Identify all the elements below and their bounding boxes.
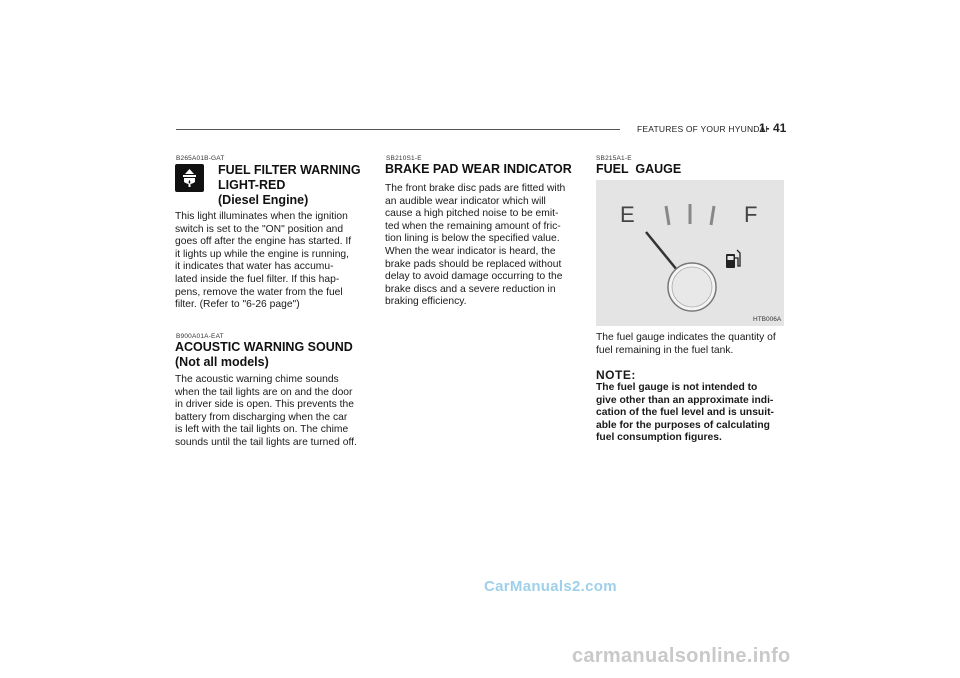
fuel-gauge-illustration — [596, 180, 784, 326]
watermark-link-top[interactable]: CarManuals2.com — [484, 578, 617, 595]
fuel-gauge-body — [596, 332, 786, 357]
body-line: goes off after the engine has started. If — [175, 236, 352, 248]
body-line: an audible wear indicator which will — [385, 195, 546, 207]
body-line: in driver side is open. This prevents the — [175, 399, 354, 411]
body-line: brake discs and a severe reduction in — [385, 283, 556, 295]
gauge-empty-label: E — [620, 202, 635, 227]
body-line: The acoustic warning chime sounds — [175, 374, 339, 385]
note-line: fuel consumption figures. — [596, 432, 722, 444]
body-line: it lights up while the engine is running, — [175, 248, 350, 260]
note-heading: NOTE: — [596, 368, 636, 382]
header-section-title: FEATURES OF YOUR HYUNDAI — [637, 124, 769, 134]
fuel-filter-title-line: (Diesel Engine) — [218, 193, 309, 207]
gauge-full-label: F — [744, 202, 758, 227]
gauge-tick — [666, 206, 669, 225]
fuel-gauge-section-code: SB215A1-E — [596, 155, 632, 162]
acoustic-section-code: B900A01A-EAT — [176, 333, 224, 340]
gauge-tick — [711, 206, 714, 225]
brake-section-code: SB210S1-E — [386, 155, 422, 162]
fuel-filter-title-line: LIGHT-RED — [218, 178, 286, 192]
body-line: braking efficiency. — [385, 296, 467, 308]
brake-body — [385, 183, 575, 309]
body-line: switch is set to the "ON" position and — [175, 223, 344, 235]
acoustic-title — [175, 340, 353, 370]
body-line: tion lining is below the specified value. — [385, 233, 560, 245]
body-line: delay to avoid damage occurring to the — [385, 271, 563, 283]
body-line: When the wear indicator is heard, the — [385, 245, 556, 257]
note-line: cation of the fuel level and is unsuit- — [596, 407, 774, 419]
body-line: battery from discharging when the car — [175, 411, 348, 423]
body-line: cause a high pitched noise to be emit- — [385, 208, 559, 220]
body-line: lated inside the fuel filter. If this hap- — [175, 273, 340, 285]
body-line: filter. (Refer to "6-26 page") — [175, 299, 300, 311]
note-body — [596, 382, 786, 445]
fuel-filter-section-code: B265A01B-GAT — [176, 155, 225, 162]
acoustic-title-line: (Not all models) — [175, 355, 269, 369]
gauge-image-code: HTB006A — [753, 316, 782, 323]
header-page-number: 1- 41 — [759, 121, 787, 135]
body-line: The front brake disc pads are fitted with — [385, 183, 566, 194]
acoustic-body — [175, 374, 365, 450]
note-line: The fuel gauge is not intended to — [596, 382, 758, 393]
fuel-gauge-title: FUEL GAUGE — [596, 162, 682, 176]
body-line: when the tail lights are on and the door — [175, 386, 353, 398]
fuel-filter-title — [218, 163, 361, 208]
note-line: give other than an approximate indi- — [596, 394, 774, 406]
watermark-link-bottom[interactable]: carmanualsonline.info — [572, 645, 791, 667]
body-line: is left with the tail lights on. The chime — [175, 424, 349, 436]
body-line: ted when the remaining amount of fric- — [385, 220, 561, 232]
fuel-filter-icon — [175, 164, 204, 192]
body-line: sounds until the tail lights are turned off. — [175, 436, 357, 448]
body-line: fuel remaining in the fuel tank. — [596, 344, 734, 356]
body-line: pens, remove the water from the fuel — [175, 286, 343, 298]
fuel-filter-body — [175, 211, 365, 312]
header-rule — [176, 129, 620, 130]
acoustic-title-line: ACOUSTIC WARNING SOUND — [175, 340, 353, 354]
brake-title: BRAKE PAD WEAR INDICATOR — [385, 162, 572, 176]
body-line: The fuel gauge indicates the quantity of — [596, 332, 776, 343]
note-line: able for the purposes of calculating — [596, 419, 770, 431]
body-line: brake pads should be replaced without — [385, 258, 562, 270]
fuel-pump-icon — [726, 250, 740, 268]
fuel-filter-title-line: FUEL FILTER WARNING — [218, 163, 361, 177]
body-line: it indicates that water has accumu- — [175, 261, 334, 273]
body-line: This light illuminates when the ignition — [175, 211, 348, 222]
